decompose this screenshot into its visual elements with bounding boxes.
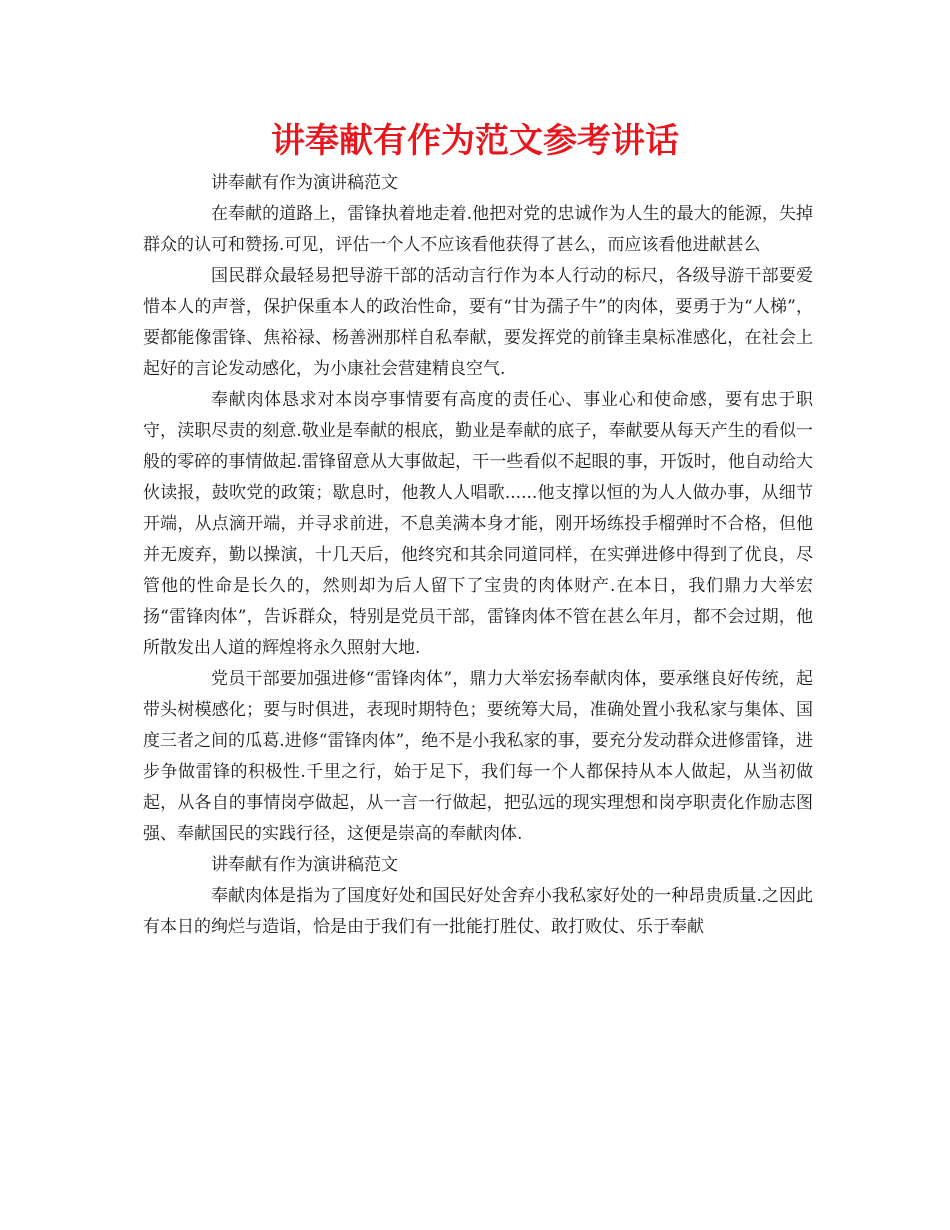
paragraph: 奉献肉体是指为了国度好处和国民好处舍弃小我私家好处的一种昂贵质量.之因此有本日的绚烂与造诣，恰是由于我们有一批能打胜仗、敢打败仗、乐于奉献 bbox=[143, 886, 813, 937]
document-title: 讲奉献有作为范文参考讲话 bbox=[271, 121, 679, 161]
paragraph: 奉献肉体恳求对本岗亭事情要有高度的责任心、事业心和使命感，要有忠于职守，渎职尽责的刻意.敬业是奉献的根底，勤业是奉献的底子，奉献要从每天产生的看似一般的零碎的事情做起.雷锋留意从大事做起，干一些看似不起眼的事，开饭时，他自动给大伙读报，鼓吹党的政策；歇息时，他教人人唱歌......他支撑以恒的为人人做办事，从细节开端，从点滴开端，并寻求前进，不息美满本身才能，刚开场练投手榴弹时不合格，但他并无废弃，勤以操演，十几天后，他终究和其余同道同样，在实弹进修中得到了优良，尽管他的性命是长久的，然则却为后人留下了宝贵的肉体财产.在本日，我们鼎力大举宏扬“雷锋肉体”，告诉群众，特别是党员干部，雷锋肉体不管在甚么年月，都不会过期，他所散发出人道的辉煌将永久照射大地. bbox=[143, 390, 813, 658]
paragraph: 在奉献的道路上，雷锋执着地走着.他把对党的忠诚作为人生的最大的能源，失掉群众的认可和赞扬.可见，评估一个人不应该看他获得了甚么，而应该看他进献甚么 bbox=[143, 204, 813, 255]
section-heading: 讲奉献有作为演讲稿范文 bbox=[211, 173, 398, 193]
paragraph: 国民群众最轻易把导游干部的活动言行作为本人行动的标尺，各级导游干部要爱惜本人的声誉，保护保重本人的政治性命，要有“甘为孺子牛”的肉体，要勇于为“人梯”，要都能像雷锋、焦裕禄、杨善洲那样自私奉献，要发挥党的前锋圭臬标准感化，在社会上起好的言论发动感化，为小康社会营建精良空气. bbox=[143, 266, 813, 379]
section-heading: 讲奉献有作为演讲稿范文 bbox=[211, 855, 398, 875]
document-body bbox=[143, 168, 813, 943]
paragraph: 党员干部要加强进修“雷锋肉体”，鼎力大举宏扬奉献肉体，要承继良好传统，起带头树模感化；要与时俱进，表现时期特色；要统筹大局，准确处置小我私家与集体、国度三者之间的瓜葛.进修“雷锋肉体”，绝不是小我私家的事，要充分发动群众进修雷锋，进步争做雷锋的积极性.千里之行，始于足下，我们每一个人都保持从本人做起，从当初做起，从各自的事情岗亭做起，从一言一行做起，把弘远的现实理想和岗亭职责化作励志图强、奉献国民的实践行径，这便是崇高的奉献肉体. bbox=[143, 669, 813, 844]
